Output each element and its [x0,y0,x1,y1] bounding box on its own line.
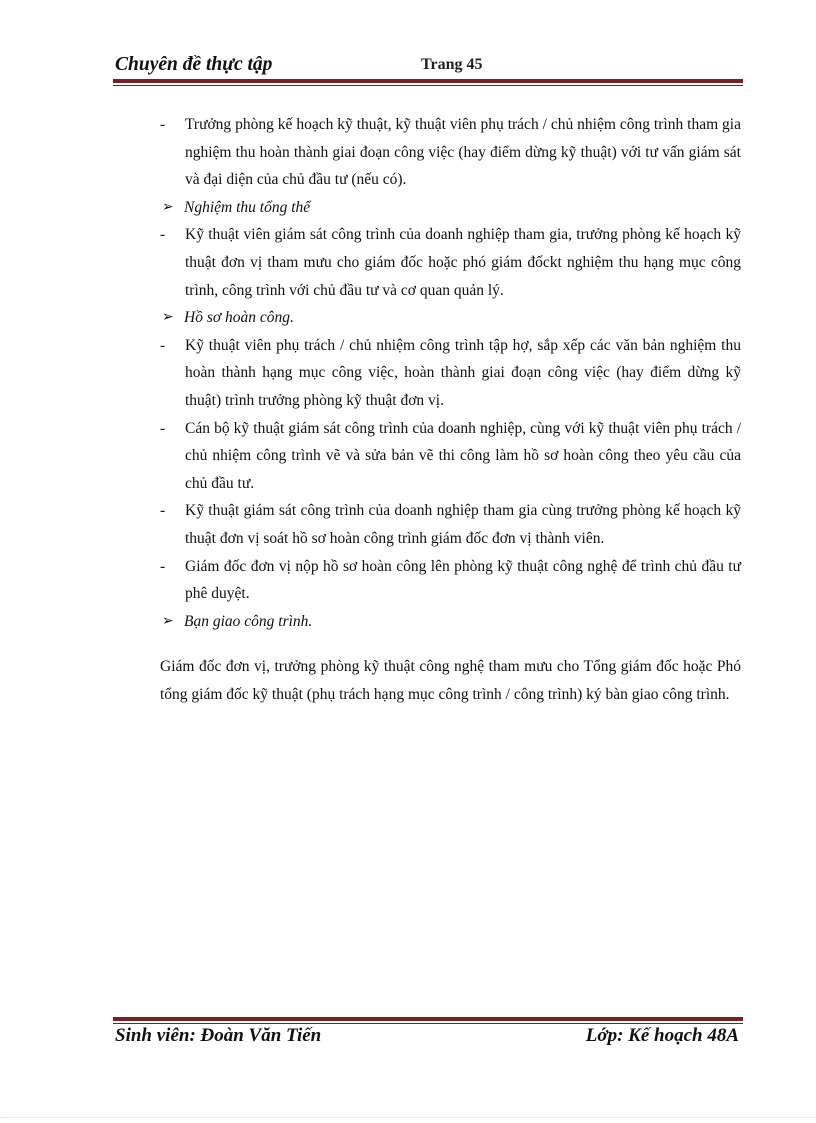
list-item-text: Cán bộ kỹ thuật giám sát công trình của doanh nghiệp, cùng với kỹ thuật viên phụ trách / chủ nhiệm công trình vẽ và sửa bản vẽ thi công làm hồ sơ hoàn công theo yêu cầu của chủ đầu tư. [185,419,741,492]
document-title: Chuyên đề thực tập [115,54,273,75]
page-header [113,52,743,80]
document-body [160,111,741,724]
footer-divider [113,1017,743,1024]
list-item-text: Kỹ thuật viên giám sát công trình của doanh nghiệp tham gia, trưởng phòng kế hoạch kỹ thuật đơn vị tham mưu cho giám đốc hoặc phó giám đốckt nghiệm thu hạng mục công trình, công trình với chủ đầu tư và cơ quan quản lý. [185,226,741,299]
section-heading [160,608,741,636]
list-item [160,332,741,415]
closing-paragraph: Giám đốc đơn vị, trưởng phòng kỹ thuật công nghệ tham mưu cho Tổng giám đốc hoặc Phó tổng giám đốc kỹ thuật (phụ trách hạng mục công trình / công trình) ký bàn giao công trình. [160,658,741,703]
section-heading [160,194,741,222]
list-item [160,497,741,552]
page-edge-divider [0,1117,816,1118]
dash-marker: - [160,336,166,354]
list-item-text: Trưởng phòng kế hoạch kỹ thuật, kỹ thuật viên phụ trách / chủ nhiệm công trình tham gia nghiệm thu hoàn thành giai đoạn công việc (hay điểm dừng kỹ thuật) với tư vấn giám sát và đại diện của chủ đầu tư (nếu có). [185,116,741,189]
arrow-bullet-icon: ➢ [162,613,174,629]
list-item [160,553,741,608]
arrow-bullet-icon: ➢ [162,199,174,215]
list-item-text: Kỹ thuật viên phụ trách / chủ nhiệm công trình tập hợ, sắp xếp các văn bản nghiệm thu hoàn thành hạng mục công việc, hoàn thành giai đoạn công việc (hay điểm dừng kỹ thuật) trình trưởng phòng kỹ thuật đơn vị. [185,336,741,409]
page-number: Trang 45 [421,56,483,73]
section-heading [160,304,741,332]
dash-marker: - [160,116,166,133]
section-heading-text: Nghiệm thu tổng thể [184,198,311,216]
section-heading-text: Bạn giao công trình. [184,612,313,630]
arrow-bullet-icon: ➢ [162,310,174,326]
dash-marker: - [160,226,166,244]
dash-marker: - [160,419,166,437]
dash-marker: - [160,502,166,520]
section-heading-text: Hồ sơ hoàn công. [184,309,294,327]
class-name: Lớp: Kế hoạch 48A [585,1025,739,1046]
list-item-text: Kỹ thuật giám sát công trình của doanh nghiệp tham gia cùng trưởng phòng kế hoạch kỹ thuật đơn vị soát hồ sơ hoàn công trình giám đốc đơn vị thành viên. [185,502,741,547]
list-item [160,221,741,304]
list-item-text: Giám đốc đơn vị nộp hồ sơ hoàn công lên phòng kỹ thuật công nghệ để trình chủ đầu tư phê duyệt. [185,557,741,603]
dash-marker: - [160,557,166,575]
list-item [160,415,741,498]
student-name: Sinh viên: Đoàn Văn Tiến [115,1025,322,1046]
header-divider [113,79,743,86]
page-footer [113,1025,743,1053]
list-item [160,111,741,194]
